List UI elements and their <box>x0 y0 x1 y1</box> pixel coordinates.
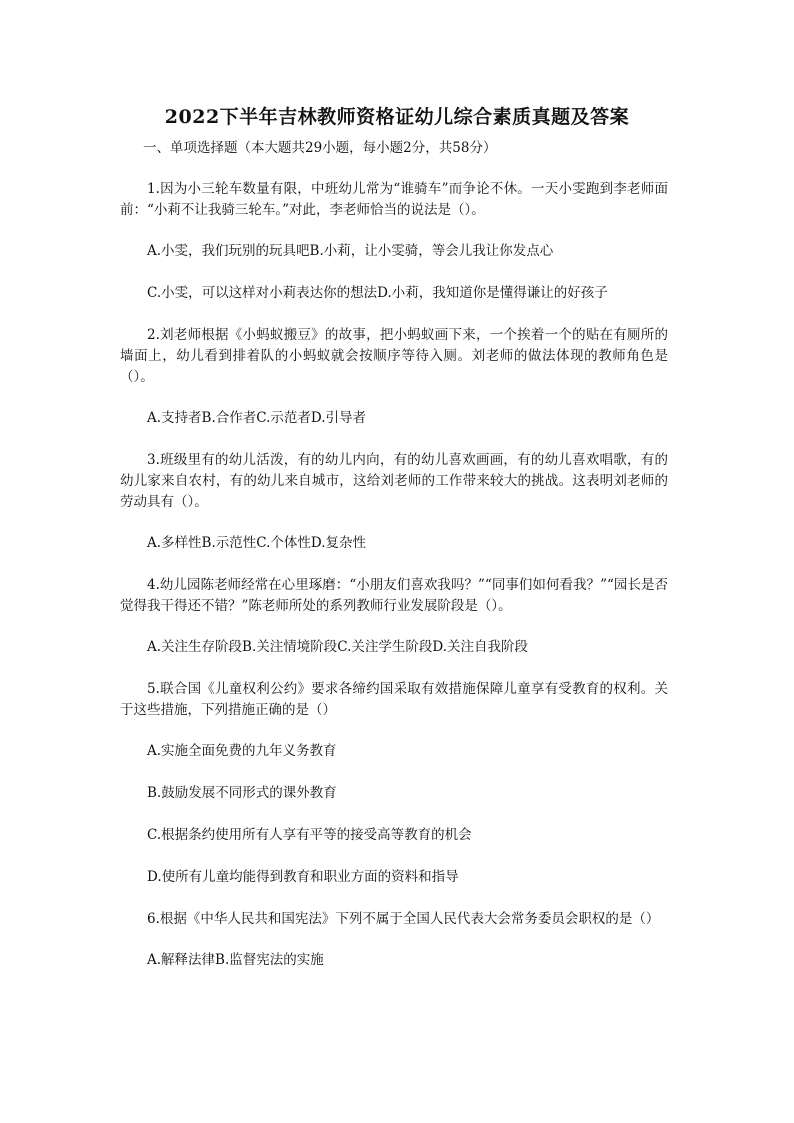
question-5-option-d: D.使所有儿童均能得到教育和职业方面的资料和指导 <box>147 869 459 885</box>
question-5-option-c: C.根据条约使用所有人享有平等的接受高等教育的机会 <box>147 827 472 843</box>
question-4-options: A.关注生存阶段B.关注情境阶段C.关注学生阶段D.关注自我阶段 <box>147 639 529 655</box>
question-list <box>120 179 668 992</box>
question-5-option-a: A.实施全面免费的九年义务教育 <box>147 743 337 759</box>
question-4-stem: 4.幼儿园陈老师经常在心里琢磨：“小朋友们喜欢我吗？”“同事们如何看我？”“园长是否觉得我干得还不错？”陈老师所处的系列教师行业发展阶段是（）。 <box>120 577 668 614</box>
question-3-options: A.多样性B.示范性C.个体性D.复杂性 <box>147 535 367 551</box>
question-2-stem: 2.刘老师根据《小蚂蚁搬豆》的故事，把小蚂蚁画下来，一个挨着一个的贴在有厕所的墙面上，幼儿看到排着队的小蚂蚁就会按顺序等待入厕。刘老师的做法体现的教师角色是（）。 <box>120 327 668 385</box>
question-1-options-cd: C.小雯，可以这样对小莉表达你的想法D.小莉，我知道你是懂得谦让的好孩子 <box>147 285 608 301</box>
question-6-options-ab: A.解释法律B.监督宪法的实施 <box>147 952 324 968</box>
question-6-stem: 6.根据《中华人民共和国宪法》下列不属于全国人民代表大会常务委员会职权的是（） <box>147 911 660 927</box>
question-5-stem: 5.联合国《儿童权利公约》要求各缔约国采取有效措施保障儿童享有受教育的权利。关于这些措施，下列措施正确的是（） <box>120 681 668 718</box>
question-3-stem: 3.班级里有的幼儿活泼，有的幼儿内向，有的幼儿喜欢画画，有的幼儿喜欢唱歌，有的幼儿家来自农村，有的幼儿来自城市，这给刘老师的工作带来较大的挑战。这表明刘老师的劳动具有（）。 <box>120 452 668 510</box>
document-title: 2022下半年吉林教师资格证幼儿综合素质真题及答案 <box>164 106 630 128</box>
question-1-options-ab: A.小雯，我们玩别的玩具吧B.小莉，让小雯骑，等会儿我让你发点心 <box>147 243 554 259</box>
question-2-options: A.支持者B.合作者C.示范者D.引导者 <box>147 410 367 426</box>
question-5-option-b: B.鼓励发展不同形式的课外教育 <box>147 785 337 801</box>
section-heading: 一、单项选择题（本大题共29小题，每小题2分，共58分） <box>143 140 497 156</box>
question-1-stem: 1.因为小三轮车数量有限，中班幼儿常为“谁骑车”而争论不休。一天小雯跑到李老师面前：“小莉不让我骑三轮车。”对此，李老师恰当的说法是（）。 <box>120 181 668 218</box>
